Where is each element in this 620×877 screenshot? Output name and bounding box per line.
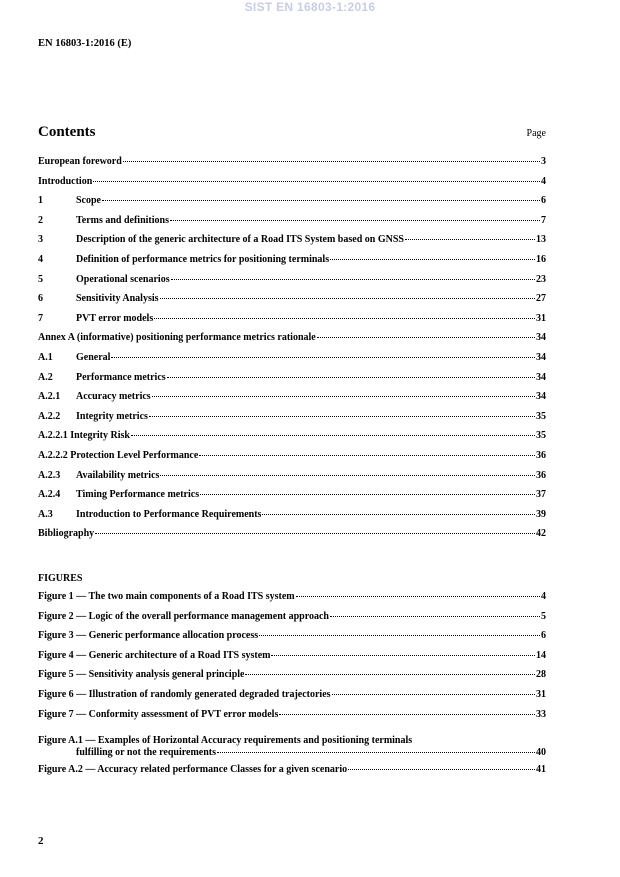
toc-entry-number: 5 (38, 273, 43, 285)
toc-entry-number: A.2 (38, 371, 53, 383)
toc-entry-title: Scope (76, 195, 101, 207)
dot-leader (171, 278, 535, 280)
toc-entry-number: 2 (38, 214, 43, 226)
dot-leader (317, 336, 535, 338)
toc-entry[interactable] (38, 430, 546, 450)
toc-entry-title: Sensitivity Analysis (76, 293, 159, 305)
toc-entry-page: 34 (536, 391, 546, 403)
figure-entry[interactable] (38, 728, 546, 759)
toc-entry-page: 27 (536, 293, 546, 305)
toc-entry-page: 35 (536, 430, 546, 442)
toc-entry[interactable] (38, 470, 546, 490)
toc-entry-page: 7 (541, 214, 546, 226)
toc-entry[interactable] (38, 176, 546, 196)
dot-leader (245, 673, 535, 675)
watermark: SIST EN 16803-1:2016 (244, 0, 376, 14)
toc-entry[interactable] (38, 195, 546, 215)
figure-entry-title: Figure 2 — Logic of the overall performance management approach (38, 610, 329, 622)
dot-leader (111, 356, 535, 358)
page-column-label: Page (526, 128, 546, 139)
dot-leader (93, 180, 540, 182)
toc-entry-title: General (76, 351, 111, 363)
toc-entry[interactable] (38, 274, 546, 294)
figure-entry[interactable] (38, 689, 546, 709)
toc-entry[interactable] (38, 156, 546, 176)
toc-entry-title: Description of the generic architecture of a Road ITS System based on GNSS (76, 234, 404, 246)
toc-entry-page: 6 (541, 195, 546, 207)
dot-leader (131, 434, 535, 436)
dot-leader (330, 258, 535, 260)
toc-entry-page: 37 (536, 489, 546, 501)
toc-entry-title: European foreword (38, 156, 122, 167)
dot-leader (217, 751, 535, 753)
toc-entry-page: 4 (541, 175, 546, 187)
figure-entry-title: Figure 5 — Sensitivity analysis general principle (38, 669, 245, 681)
toc-entry[interactable] (38, 528, 546, 548)
document-id: EN 16803-1:2016 (E) (38, 38, 132, 49)
toc-entry-number: 3 (38, 234, 43, 246)
figure-entry-title: Figure 6 — Illustration of randomly generated degraded trajectories (38, 688, 331, 700)
toc-entry-title: Definition of performance metrics for positioning terminals (76, 253, 330, 265)
toc-entry-page: 16 (536, 253, 546, 265)
figures-heading: FIGURES (38, 573, 83, 584)
figure-entry-page: 6 (541, 630, 546, 642)
figure-entry-page: 33 (536, 708, 546, 720)
toc-entry-page: 42 (536, 528, 546, 540)
dot-leader (405, 238, 535, 240)
figure-entry[interactable] (38, 709, 546, 729)
toc-entry[interactable] (38, 509, 546, 529)
toc-entry[interactable] (38, 332, 546, 352)
dot-leader (167, 376, 535, 378)
toc-entry-title: PVT error models (76, 312, 154, 324)
dot-leader (200, 493, 535, 495)
figure-entry[interactable] (38, 764, 546, 784)
toc-entry-page: 23 (536, 273, 546, 285)
toc-entry-number: A.2.2 (38, 410, 61, 422)
figure-entry-title: Figure 4 — Generic architecture of a Road ITS system (38, 649, 271, 661)
toc-entry-page: 34 (536, 351, 546, 363)
toc-entry-number: A.1 (38, 351, 53, 363)
dot-leader (259, 634, 540, 636)
toc-entry-title: Timing Performance metrics (76, 489, 200, 501)
dot-leader (262, 513, 535, 515)
figure-entry-page: 28 (536, 669, 546, 681)
toc-entry-number: 6 (38, 293, 43, 305)
toc-entry-page: 34 (536, 332, 546, 344)
toc-entry-page: 36 (536, 449, 546, 461)
toc-entry-number: A.2.4 (38, 489, 61, 501)
toc-entry-number: A.2.3 (38, 469, 61, 481)
dot-leader (296, 595, 540, 597)
contents-title: Contents (38, 124, 96, 140)
toc-entry[interactable] (38, 489, 546, 509)
dot-leader (160, 474, 535, 476)
figure-entry-title: Figure 3 — Generic performance allocation process (38, 630, 259, 642)
figure-entry-page: 41 (536, 764, 546, 776)
toc-entry-title: Introduction to Performance Requirements (76, 508, 262, 520)
toc-entry[interactable] (38, 293, 546, 313)
figure-entry-title-continued: fulfilling or not the requirements (76, 747, 216, 759)
toc-entry[interactable] (38, 313, 546, 333)
toc-entry[interactable] (38, 372, 546, 392)
dot-leader (102, 199, 540, 201)
dot-leader (95, 532, 535, 534)
dot-leader (199, 454, 535, 456)
toc-entry-page: 31 (536, 312, 546, 324)
toc-entry-title: Introduction (38, 175, 93, 187)
toc-entry[interactable] (38, 411, 546, 431)
toc-entry-title: Performance metrics (76, 371, 166, 383)
toc-entry[interactable] (38, 352, 546, 372)
figure-entry-page: 4 (541, 591, 546, 602)
toc-entry-number: A.2.1 (38, 391, 61, 403)
list-of-figures (38, 591, 546, 784)
toc-entry-page: 13 (536, 234, 546, 246)
toc-entry-page: 34 (536, 371, 546, 383)
dot-leader (123, 160, 540, 162)
figure-entry[interactable] (38, 630, 546, 650)
figure-entry[interactable] (38, 650, 546, 670)
toc-entry-title: Availability metrics (76, 469, 160, 481)
toc-entry-title: Integrity metrics (76, 410, 148, 422)
toc-entry-title: A.2.2.1 Integrity Risk (38, 430, 130, 442)
toc-entry[interactable] (38, 391, 546, 411)
dot-leader (154, 317, 535, 319)
toc-entry-title: Terms and definitions (76, 214, 169, 226)
dot-leader (332, 693, 535, 695)
dot-leader (170, 219, 540, 221)
toc-entry[interactable] (38, 254, 546, 274)
page-number: 2 (38, 835, 44, 847)
toc-entry-title: Bibliography (38, 528, 95, 540)
table-of-contents (38, 156, 546, 548)
figure-entry-title: Figure A.2 — Accuracy related performance Classes for a given scenario (38, 764, 348, 776)
toc-entry[interactable] (38, 215, 546, 235)
toc-entry-title: Accuracy metrics (76, 391, 151, 403)
dot-leader (348, 768, 535, 770)
figure-entry-page: 14 (536, 649, 546, 661)
toc-entry-title: Annex A (informative) positioning performance metrics rationale (38, 332, 316, 344)
dot-leader (152, 395, 535, 397)
toc-entry-page: 3 (541, 156, 546, 167)
figure-entry-title: Figure 7 — Conformity assessment of PVT error models (38, 708, 279, 720)
toc-entry-page: 39 (536, 508, 546, 520)
toc-entry-number: 4 (38, 253, 43, 265)
figure-entry[interactable] (38, 611, 546, 631)
dot-leader (149, 415, 535, 417)
figure-entry[interactable] (38, 591, 546, 611)
toc-entry-title: Operational scenarios (76, 273, 170, 285)
toc-entry-title: A.2.2.2 Protection Level Performance (38, 449, 199, 461)
dot-leader (160, 297, 535, 299)
dot-leader (279, 713, 535, 715)
figure-entry-page: 40 (536, 747, 546, 759)
figure-entry-page: 31 (536, 688, 546, 700)
dot-leader (271, 654, 535, 656)
toc-entry[interactable] (38, 450, 546, 470)
dot-leader (330, 615, 540, 617)
toc-entry-page: 36 (536, 469, 546, 481)
toc-entry[interactable] (38, 234, 546, 254)
toc-entry-number: A.3 (38, 508, 53, 520)
figure-entry[interactable] (38, 669, 546, 689)
toc-entry-number: 7 (38, 312, 43, 324)
figure-entry-title: Figure A.1 — Examples of Horizontal Accuracy requirements and positioning terminals (38, 735, 413, 747)
figure-entry-title: Figure 1 — The two main components of a Road ITS system (38, 591, 295, 602)
figure-entry-page: 5 (541, 610, 546, 622)
toc-entry-page: 35 (536, 410, 546, 422)
toc-entry-number: 1 (38, 195, 43, 207)
